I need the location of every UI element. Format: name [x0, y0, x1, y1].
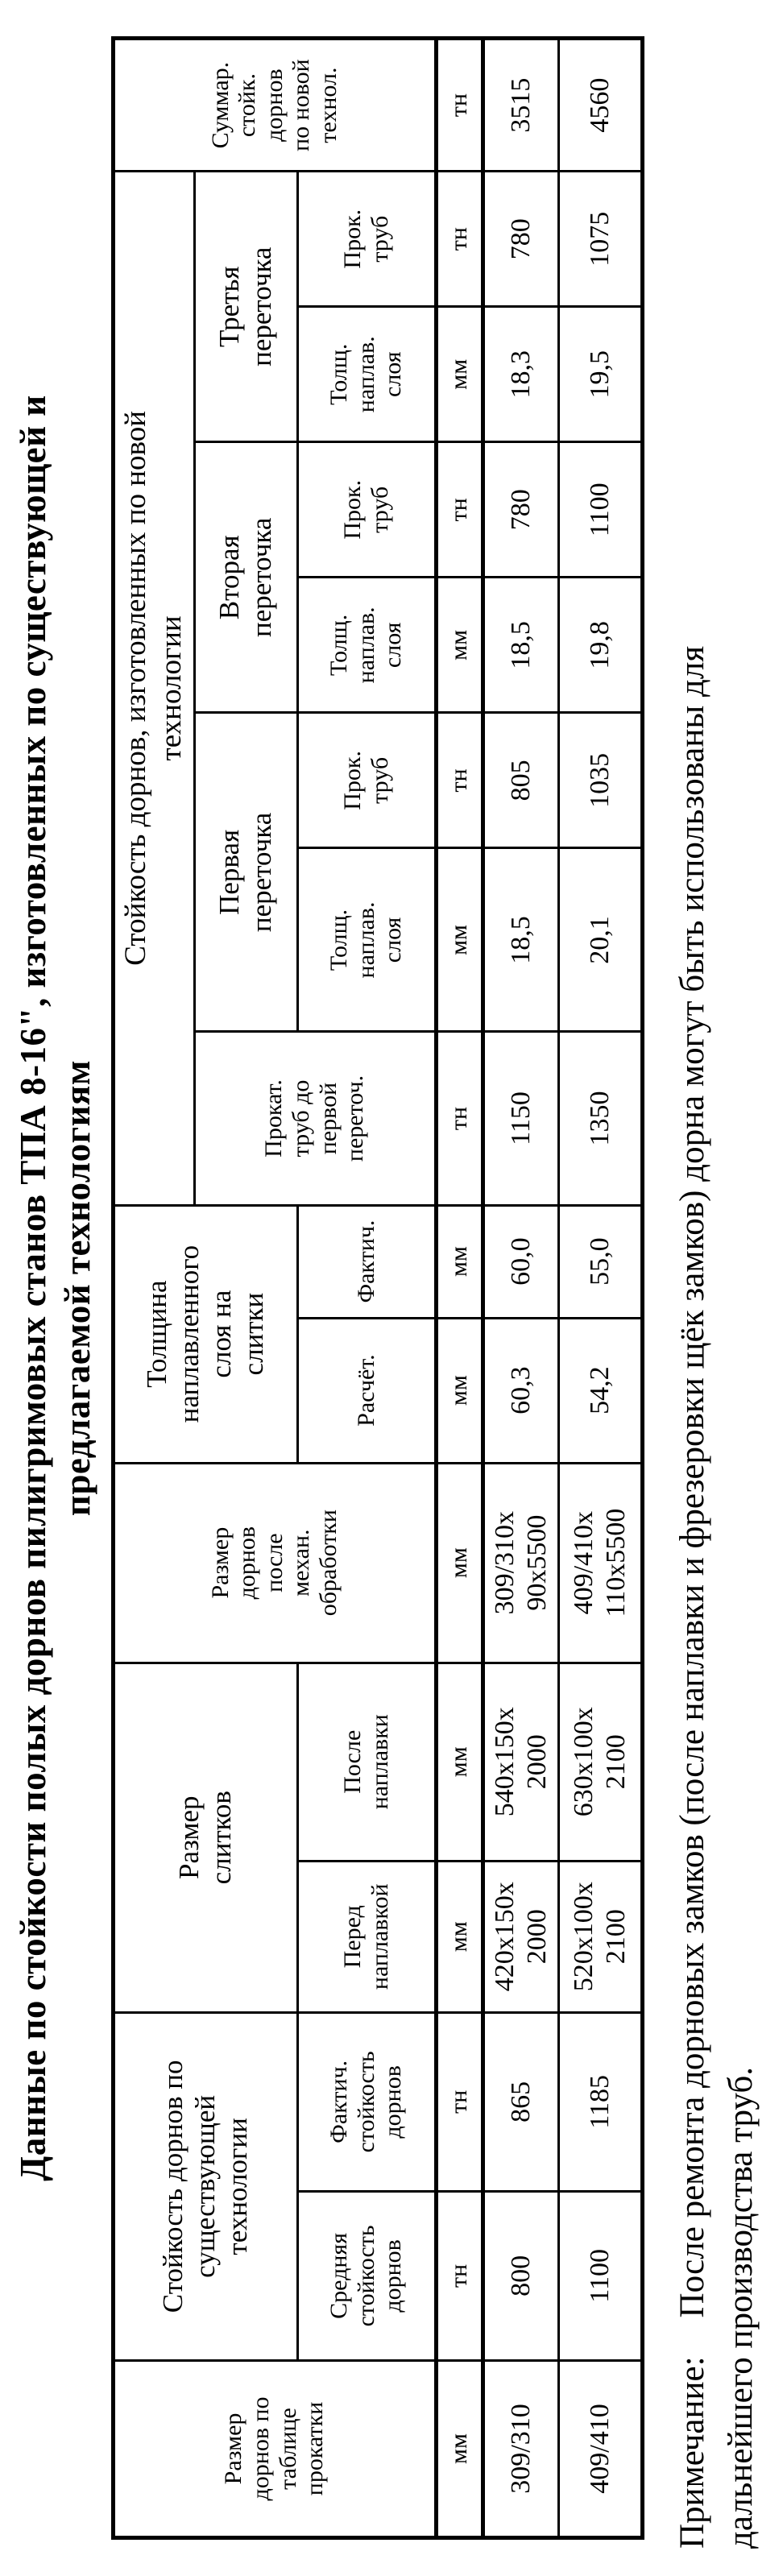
header-group-tolshina-sloya: Толщина наплавленного слоя на слитки: [113, 1205, 297, 1463]
unit-cell: тн: [436, 2012, 483, 2191]
data-cell: 780: [483, 172, 558, 307]
header-faktich: Фактич.: [297, 1205, 436, 1318]
note-text: После ремонта дорновых замков (после наплавки и фрезеровки щёк замков) дорна могут быть использованы для: [673, 645, 711, 2318]
data-cell: 1100: [558, 2191, 642, 2360]
header-posle-naplavki: После наплавки: [297, 1663, 436, 1861]
unit-cell: тн: [436, 39, 483, 172]
data-cell: 18,3: [483, 307, 558, 442]
unit-cell: мм: [436, 307, 483, 442]
units-row: [436, 39, 483, 2538]
data-cell: 60,3: [483, 1318, 558, 1463]
note-line-1: [669, 124, 717, 2549]
data-cell: 3515: [483, 39, 558, 172]
durability-data-table: [111, 36, 644, 2540]
data-cell: 520х100х 2100: [558, 1861, 642, 2012]
data-cell: 55,0: [558, 1205, 642, 1318]
data-cell: 19,8: [558, 578, 642, 713]
header-row-3: [297, 39, 436, 2538]
header-tolsh-naplav-1: Толщ. наплав. слоя: [297, 848, 436, 1032]
unit-cell: мм: [436, 1318, 483, 1463]
header-tolsh-naplav-3: Толщ. наплав. слоя: [297, 307, 436, 442]
unit-cell: мм: [436, 1663, 483, 1861]
header-prok-trub-2: Прок. труб: [297, 442, 436, 578]
header-razmer-dornov-tablice: Размер дорнов по таблице прокатки: [113, 2360, 436, 2537]
header-prokat-do-pervoy: Прокат. труб до первой переточ.: [194, 1032, 436, 1205]
header-group-new-tech: Стойкость дорнов, изготовленных по новой технологии: [113, 172, 194, 1205]
unit-cell: мм: [436, 1463, 483, 1663]
data-cell: 4560: [558, 39, 642, 172]
page-title: [0, 0, 100, 2576]
header-tolsh-naplav-2: Толщ. наплав. слоя: [297, 578, 436, 713]
unit-cell: тн: [436, 1032, 483, 1205]
data-cell: 800: [483, 2191, 558, 2360]
unit-cell: тн: [436, 713, 483, 848]
unit-cell: мм: [436, 578, 483, 713]
title-line-2: предлагаемой технологиям: [56, 1059, 97, 1517]
unit-cell: мм: [436, 1205, 483, 1318]
data-cell: 18,5: [483, 848, 558, 1032]
data-cell: 1100: [558, 442, 642, 578]
header-summar-stoikost: Суммар. стойк. дорнов по новой технол.: [113, 39, 436, 172]
header-row-1: [113, 39, 194, 2538]
data-cell: 309/310х 90х5500: [483, 1463, 558, 1663]
unit-cell: мм: [436, 2360, 483, 2537]
data-cell: 60,0: [483, 1205, 558, 1318]
unit-cell: тн: [436, 442, 483, 578]
unit-cell: мм: [436, 848, 483, 1032]
data-cell: 309/310: [483, 2360, 558, 2537]
data-cell: 409/410х 110х5500: [558, 1463, 642, 1663]
data-cell: 1150: [483, 1032, 558, 1205]
header-srednyaya-stoikost: Средняя стойкость дорнов: [297, 2191, 436, 2360]
table-row: [558, 39, 642, 2538]
data-cell: 409/410: [558, 2360, 642, 2537]
data-cell: 20,1: [558, 848, 642, 1032]
unit-cell: мм: [436, 1861, 483, 2012]
data-cell: 19,5: [558, 307, 642, 442]
data-cell: 420х150х 2000: [483, 1861, 558, 2012]
unit-cell: тн: [436, 2191, 483, 2360]
data-cell: 780: [483, 442, 558, 578]
header-prok-trub-3: Прок. труб: [297, 172, 436, 307]
header-group-tretya-peretochka: Третья переточка: [194, 172, 297, 442]
header-group-pervaya-peretochka: Первая переточка: [194, 713, 297, 1032]
unit-cell: тн: [436, 172, 483, 307]
data-cell: 630х100х 2100: [558, 1663, 642, 1861]
header-group-razmer-slitkov: Размер слитков: [113, 1663, 297, 2012]
data-cell: 1035: [558, 713, 642, 848]
data-cell: 18,5: [483, 578, 558, 713]
data-cell: 1185: [558, 2012, 642, 2191]
header-pered-naplavkoy: Перед наплавкой: [297, 1861, 436, 2012]
data-cell: 54,2: [558, 1318, 642, 1463]
title-line-1: Данные по стойкости полых дорнов пилигримовых станов ТПА 8-16", изготовленных по существующей и: [13, 395, 53, 2181]
note-label: Примечание:: [673, 2356, 711, 2549]
header-raschet: Расчёт.: [297, 1318, 436, 1463]
table-row: [483, 39, 558, 2538]
data-cell: 540х150х 2000: [483, 1663, 558, 1861]
header-faktich-stoikost: Фактич. стойкость дорнов: [297, 2012, 436, 2191]
header-group-existing-tech: Стойкость дорнов по существующей технологии: [113, 2012, 297, 2360]
data-cell: 805: [483, 713, 558, 848]
data-cell: 865: [483, 2012, 558, 2191]
note-paragraph: [669, 124, 765, 2549]
header-group-vtoraya-peretochka: Вторая переточка: [194, 442, 297, 713]
header-prok-trub-1: Прок. труб: [297, 713, 436, 848]
header-razmer-posle-mekh: Размер дорнов после механ. обработки: [113, 1463, 436, 1663]
data-cell: 1350: [558, 1032, 642, 1205]
note-line-2: дальнейшего производства труб.: [721, 2067, 760, 2549]
data-cell: 1075: [558, 172, 642, 307]
